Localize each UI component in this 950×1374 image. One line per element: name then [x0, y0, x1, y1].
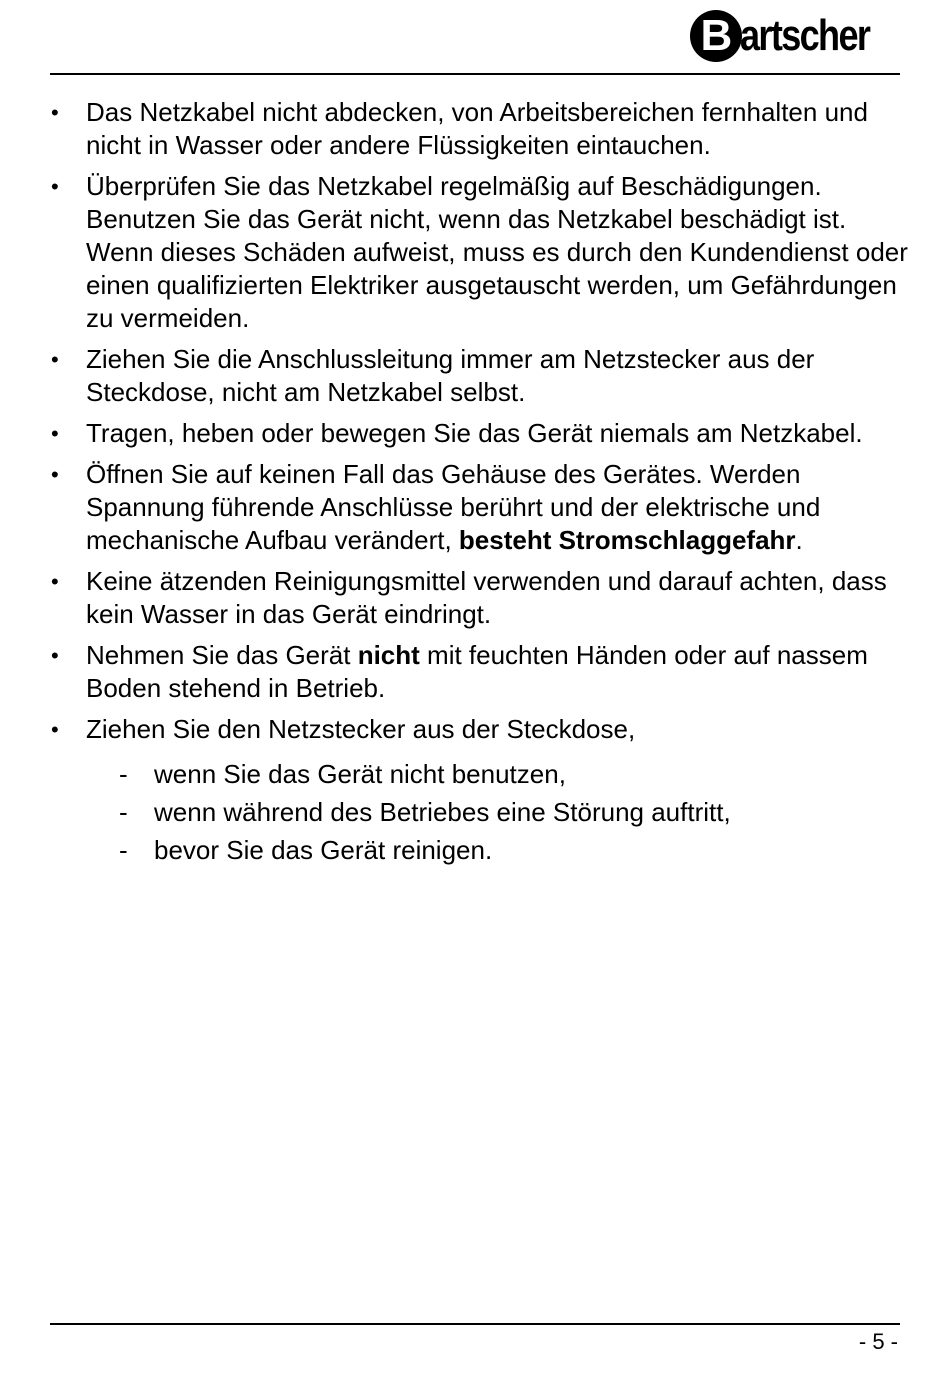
footer-divider: [50, 1323, 900, 1325]
bullet-list: [50, 96, 910, 867]
bartscher-logo: [690, 4, 898, 68]
sub-list-item: - wenn während des Betriebes eine Störung auftritt,: [86, 796, 910, 829]
logo-text: artscher: [740, 11, 870, 60]
list-item-text: mit feuchten Händen oder auf nassem Boden stehend in Betrieb.: [86, 640, 868, 703]
list-item-text: Tragen, heben oder bewegen Sie das Gerät niemals am Netzkabel.: [86, 418, 863, 448]
list-item: [50, 417, 910, 450]
header-divider: [50, 73, 900, 75]
list-item-text: Das Netzkabel nicht abdecken, von Arbeitsbereichen fernhalten und nicht in Wasser oder andere Flüssigkeiten eintauchen.: [86, 97, 868, 160]
list-item-text: Nehmen Sie das Gerät: [86, 640, 358, 670]
page-number: - 5 -: [858, 1329, 898, 1354]
safety-instructions: [50, 96, 910, 875]
list-item-text: Öffnen Sie auf keinen Fall das Gehäuse des Gerätes. Werden Spannung führende Anschlüsse berührt und der elektrische und mechanische Aufbau verändert,: [86, 459, 821, 555]
list-item-text: Ziehen Sie den Netzstecker aus der Steckdose,: [86, 714, 636, 744]
logo-badge: B: [690, 10, 742, 62]
sub-list: [86, 758, 910, 867]
list-item-text: Ziehen Sie die Anschlussleitung immer am Netzstecker aus der Steckdose, nicht am Netzkabel selbst.: [86, 344, 815, 407]
list-item: [50, 639, 910, 705]
list-item: [50, 343, 910, 409]
list-item-text: Keine ätzenden Reinigungsmittel verwenden und darauf achten, dass kein Wasser in das Gerät eindringt.: [86, 566, 887, 629]
list-item: [50, 96, 910, 162]
list-item-text: Überprüfen Sie das Netzkabel regelmäßig auf Beschädigungen. Benutzen Sie das Gerät nicht, wenn das Netzkabel beschädigt ist. Wenn dieses Schäden aufweist, muss es durch den Kundendienst oder einen qualifizierten Elektriker ausgetauscht werden, um Gefährdungen zu vermeiden.: [86, 171, 908, 333]
list-item: [50, 458, 910, 557]
emphasis-text: besteht Stromschlaggefahr: [458, 525, 796, 555]
emphasis-text: nicht: [357, 640, 420, 670]
sub-list-item: - bevor Sie das Gerät reinigen.: [86, 834, 910, 867]
list-item: [50, 565, 910, 631]
list-item: [50, 713, 910, 867]
list-item-text: .: [795, 525, 803, 555]
sub-list-item: - wenn Sie das Gerät nicht benutzen,: [86, 758, 910, 791]
list-item: [50, 170, 910, 335]
